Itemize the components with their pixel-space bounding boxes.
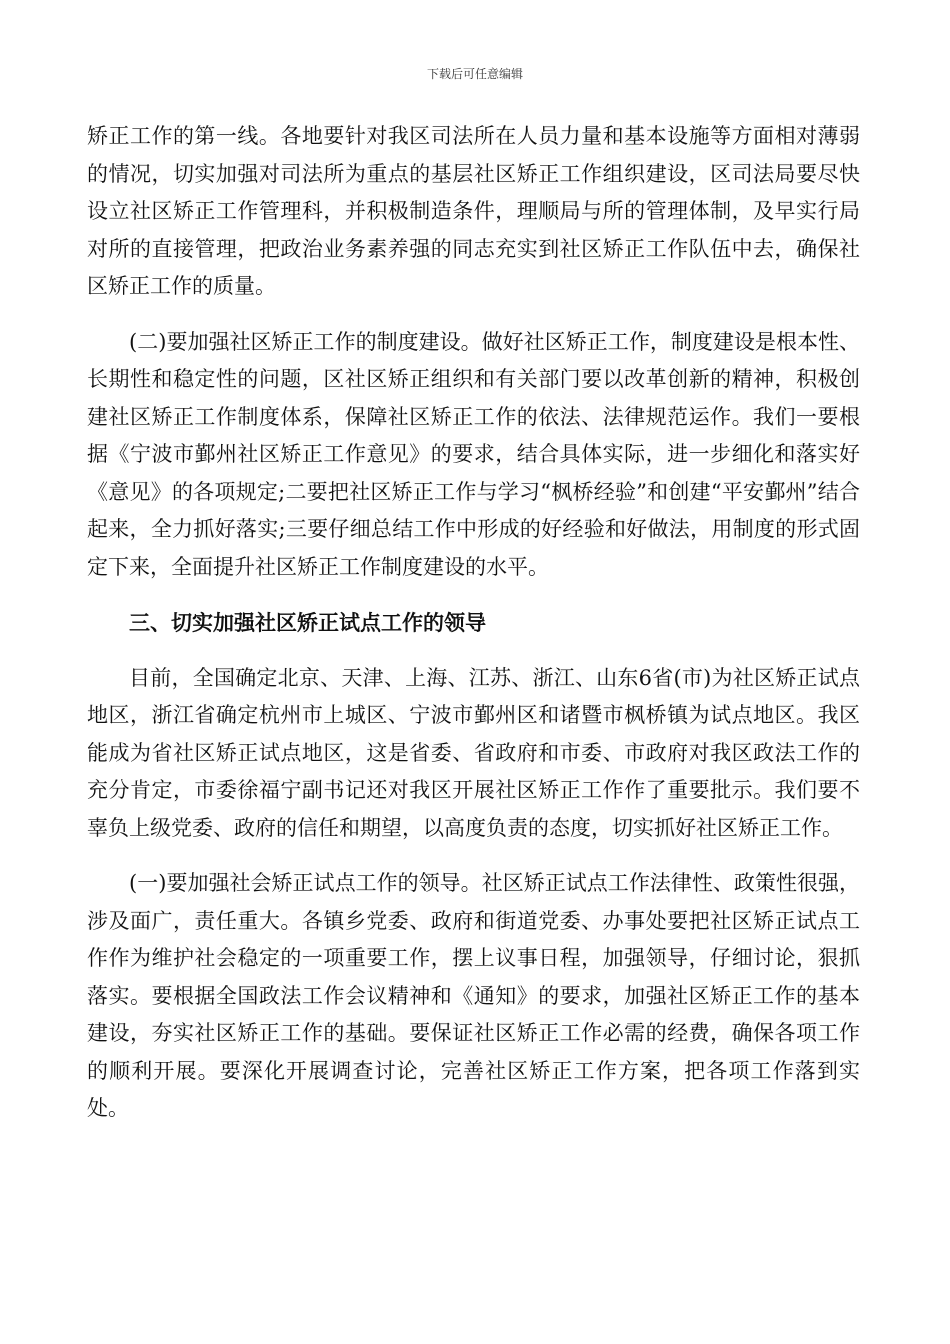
paragraph-continuation: 矫正工作的第一线。各地要针对我区司法所在人员力量和基本设施等方面相对薄弱的情况，切实加强对司法所为重点的基层社区矫正工作组织建设，区司法局要尽快设立社区矫正工作管理科，并积极制造条件，理顺局与所的管理体制，及早实行局对所的直接管理，把政治业务素养强的同志充实到社区矫正工作队伍中去，确保社区矫正工作的质量。: [87, 124, 860, 298]
section-heading-three: 三、切实加强社区矫正试点工作的领导: [129, 610, 486, 635]
paragraph-pilot-leadership: (一)要加强社会矫正试点工作的领导。社区矫正试点工作法律性、政策性很强，涉及面广，责任重大。各镇乡党委、政府和街道党委、办事处要把社区矫正试点工作作为维护社会稳定的一项重要工作，摆上议事日程，加强领导，仔细讨论，狠抓落实。要根据全国政法工作会议精神和《通知》的要求，加强社区矫正工作的基本建设，夯实社区矫正工作的基础。要保证社区矫正工作必需的经费，确保各项工作的顺利开展。要深化开展调查讨论，完善社区矫正工作方案，把各项工作落到实处。: [87, 871, 860, 1120]
document-body: [87, 118, 860, 1128]
page-header-note: 下载后可任意编辑: [426, 67, 523, 81]
paragraph-institution-building: (二)要加强社区矫正工作的制度建设。做好社区矫正工作，制度建设是根本性、长期性和稳定性的问题，区社区矫正组织和有关部门要以改革创新的精神，积极创建社区矫正工作制度体系，保障社区矫正工作的依法、法律规范运作。我们一要根据《宁波市鄞州社区矫正工作意见》的要求，结合具体实际，进一步细化和落实好《意见》的各项规定;二要把社区矫正工作与学习“枫桥经验”和创建“平安鄞州”结合起来，全力抓好落实;三要仔细总结工作中形成的好经验和好做法，用制度的形式固定下来，全面提升社区矫正工作制度建设的水平。: [87, 329, 860, 579]
paragraph-pilot-regions: 目前，全国确定北京、天津、上海、江苏、浙江、山东6省(市)为社区矫正试点地区，浙江省确定杭州市上城区、宁波市鄞州区和诸暨市枫桥镇为试点地区。我区能成为省社区矫正试点地区，这是省委、省政府和市委、市政府对我区政法工作的充分肯定，市委徐福宁副书记还对我区开展社区矫正工作作了重要批示。我们要不辜负上级党委、政府的信任和期望，以高度负责的态度，切实抓好社区矫正工作。: [87, 665, 860, 840]
